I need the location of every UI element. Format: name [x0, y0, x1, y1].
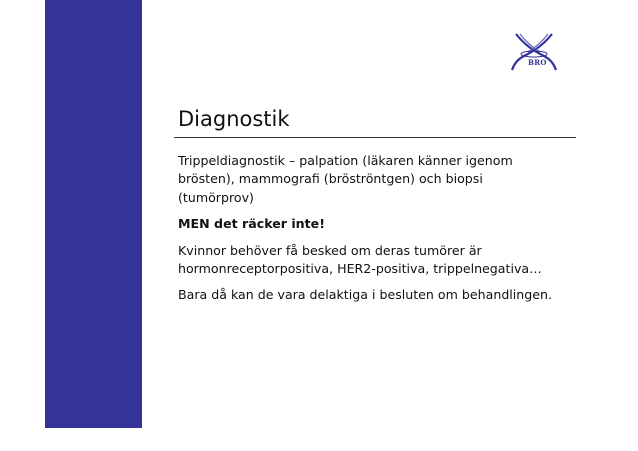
- slide-title: Diagnostik: [178, 107, 290, 131]
- paragraph-tripple-diagnostics: Trippeldiagnostik – palpation (läkaren känner igenom brösten), mammografi (bröströntgen) och biopsi (tumörprov): [178, 153, 513, 205]
- paragraph-tumor-info: Kvinnor behöver få besked om deras tumörer är hormonreceptorpositiva, HER2-positiva, trippelnegativa…: [178, 242, 542, 277]
- bro-logo-icon: [510, 30, 558, 74]
- left-color-band: [45, 0, 142, 428]
- paragraph-emphasis: MEN det räcker inte!: [178, 216, 325, 232]
- title-divider: [174, 137, 576, 138]
- paragraph-participation: Bara då kan de vara delaktiga i besluten om behandlingen.: [178, 287, 553, 303]
- slide-body: [178, 152, 558, 313]
- logo-text: BRO: [528, 58, 547, 67]
